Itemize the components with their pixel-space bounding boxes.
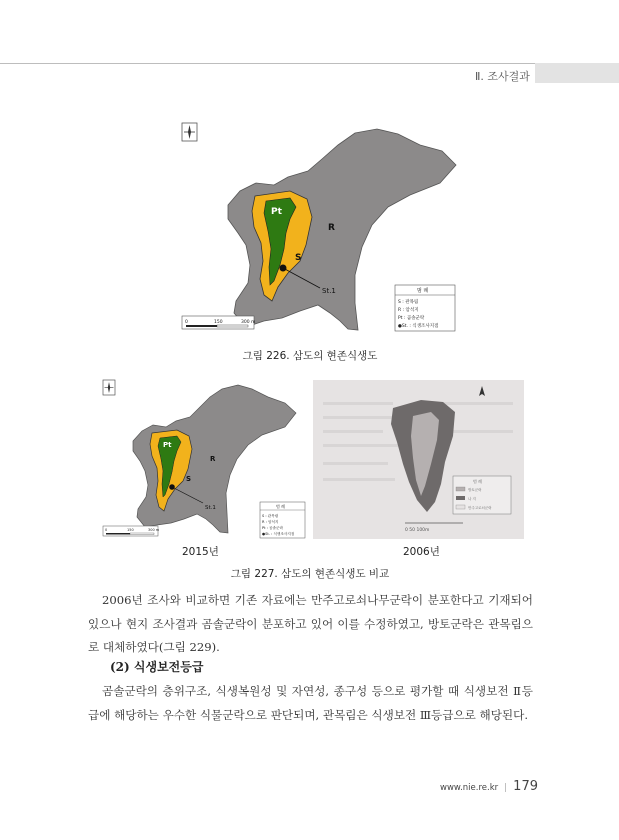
svg-text:R : 암석지: R : 암석지 — [262, 520, 279, 524]
compass-icon — [103, 380, 115, 395]
label-station: St.1 — [322, 287, 336, 295]
scale-bar — [103, 526, 160, 536]
svg-text:R : 암석지: R : 암석지 — [398, 308, 419, 313]
vegetation-map-2015-large — [170, 115, 470, 340]
svg-text:300 m: 300 m — [148, 528, 160, 532]
label-pt: Pt — [271, 207, 282, 217]
page-footer — [440, 775, 538, 794]
svg-text:범 례: 범 례 — [417, 288, 429, 294]
svg-text:방토군락: 방토군락 — [468, 488, 482, 492]
label-r: R — [328, 223, 335, 233]
map-legend — [260, 502, 305, 538]
figure-226-caption: 그림 226. 삼도의 현존식생도 — [242, 350, 378, 362]
vegetation-map-2006 — [313, 380, 524, 539]
svg-text:나 지: 나 지 — [468, 497, 476, 501]
figure-227-caption: 그림 227. 삼도의 현존식생도 비교 — [230, 568, 390, 580]
label-pt: Pt — [163, 441, 172, 449]
svg-text:범 례: 범 례 — [276, 504, 285, 509]
svg-text:만주고로쇠군락: 만주고로쇠군락 — [468, 506, 492, 510]
svg-text:범 례: 범 례 — [473, 479, 482, 484]
header-rule — [0, 63, 619, 64]
svg-text:●St. : 식생조사지점: ●St. : 식생조사지점 — [262, 532, 295, 536]
label-station: St.1 — [205, 505, 216, 511]
svg-text:0: 0 — [185, 320, 188, 325]
svg-text:S : 관목림: S : 관목림 — [262, 514, 279, 518]
scale-bar — [182, 316, 255, 329]
year-label-2015: 2015년 — [182, 546, 219, 558]
year-label-2006: 2006년 — [403, 546, 440, 558]
label-r: R — [210, 455, 216, 463]
page-number: 179 — [513, 779, 538, 794]
svg-text:150: 150 — [127, 528, 134, 532]
footer-url: www.nie.re.kr — [440, 783, 499, 793]
section-title: Ⅱ. 조사결과 — [475, 70, 530, 83]
header-tab-bar — [535, 63, 619, 83]
svg-text:0 50 100m: 0 50 100m — [405, 528, 430, 533]
svg-text:Pt : 곰솔군락: Pt : 곰솔군락 — [398, 316, 425, 321]
svg-text:Pt : 곰솔군락: Pt : 곰솔군락 — [262, 526, 283, 530]
footer-separator: | — [504, 783, 508, 793]
old-map-legend — [453, 476, 511, 514]
compass-icon — [182, 123, 197, 141]
body-paragraph-2: 곰솔군락의 층위구조, 식생복원성 및 자연성, 종구성 등으로 평가할 때 식생보전 Ⅱ등급에 해당하는 우수한 식물군락으로 판단되며, 관목림은 식생보전 Ⅲ등급으로 해당된다. — [88, 684, 533, 722]
body-paragraph-1: 2006년 조사와 비교하면 기존 자료에는 만주고로쇠나무군락이 분포한다고 기재되어 있으나 현지 조사결과 곰솔군락이 분포하고 있어 이를 수정하였고, 방토군락은 관목림으로 대체하였다(그림 229). — [88, 593, 533, 654]
svg-text:300 m: 300 m — [241, 320, 256, 325]
svg-text:150: 150 — [214, 320, 223, 325]
label-s: S — [186, 475, 192, 483]
label-s: S — [295, 253, 302, 263]
map-legend — [395, 285, 455, 331]
vegetation-map-2015 — [100, 375, 310, 540]
svg-text:●St. : 식생조사지점: ●St. : 식생조사지점 — [398, 324, 439, 329]
svg-text:0: 0 — [105, 528, 108, 532]
svg-text:S : 관목림: S : 관목림 — [398, 300, 419, 305]
section-heading: (2) 식생보전등급 — [110, 660, 204, 674]
